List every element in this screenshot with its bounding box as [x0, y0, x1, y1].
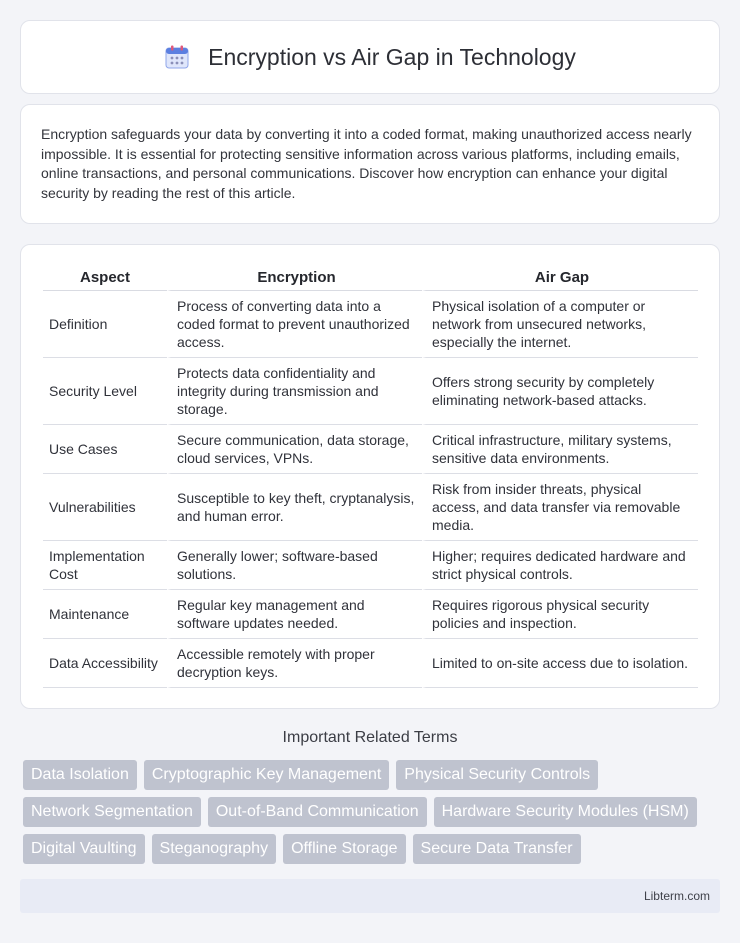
cell-aspect: Maintenance: [43, 590, 167, 639]
tag-cryptographic-key-management[interactable]: Cryptographic Key Management: [144, 760, 389, 790]
intro-text: Encryption safeguards your data by converting it into a coded format, making unauthorized access nearly impossible. It is essential for protecting sensitive information across various platforms, including emails, online transactions, and personal communications. Discover how encryption can enhance your digital security by reading the rest of this article.: [41, 126, 692, 201]
cell-encryption: Process of converting data into a coded format to prevent unauthorized access.: [167, 291, 422, 358]
tag-offline-storage[interactable]: Offline Storage: [283, 834, 405, 864]
table-row: [43, 590, 698, 639]
cell-encryption: Susceptible to key theft, cryptanalysis, and human error.: [167, 474, 422, 541]
cell-aspect: Data Accessibility: [43, 639, 167, 688]
table-header-row: [43, 265, 698, 291]
comparison-card: [20, 244, 720, 709]
page-title: Encryption vs Air Gap in Technology: [208, 43, 576, 70]
cell-airgap: Requires rigorous physical security policies and inspection.: [422, 590, 698, 639]
cell-aspect: Definition: [43, 291, 167, 358]
tag-secure-data-transfer[interactable]: Secure Data Transfer: [413, 834, 581, 864]
cell-airgap: Limited to on-site access due to isolation.: [422, 639, 698, 688]
cell-encryption: Regular key management and software updates needed.: [167, 590, 422, 639]
cell-airgap: Physical isolation of a computer or network from unsecured networks, especially the internet.: [422, 291, 698, 358]
header-airgap: Air Gap: [422, 265, 698, 291]
table-row: [43, 358, 698, 425]
related-terms-list: [23, 760, 723, 864]
cell-aspect: Security Level: [43, 358, 167, 425]
table-row: [43, 541, 698, 590]
cell-aspect: Vulnerabilities: [43, 474, 167, 541]
cell-encryption: Generally lower; software-based solutions.: [167, 541, 422, 590]
calendar-icon: [164, 44, 190, 70]
comparison-table: [43, 265, 698, 688]
header-aspect: Aspect: [43, 265, 167, 291]
cell-encryption: Secure communication, data storage, cloud services, VPNs.: [167, 425, 422, 474]
tag-digital-vaulting[interactable]: Digital Vaulting: [23, 834, 145, 864]
tag-hardware-security-modules[interactable]: Hardware Security Modules (HSM): [434, 797, 697, 827]
header-encryption: Encryption: [167, 265, 422, 291]
title-card: [20, 20, 720, 94]
cell-airgap: Offers strong security by completely eliminating network-based attacks.: [422, 358, 698, 425]
tag-data-isolation[interactable]: Data Isolation: [23, 760, 137, 790]
tag-physical-security-controls[interactable]: Physical Security Controls: [396, 760, 598, 790]
cell-airgap: Higher; requires dedicated hardware and strict physical controls.: [422, 541, 698, 590]
cell-aspect: Implementation Cost: [43, 541, 167, 590]
cell-airgap: Critical infrastructure, military systems, sensitive data environments.: [422, 425, 698, 474]
footer-brand[interactable]: Libterm.com: [643, 889, 710, 903]
footer: [20, 879, 720, 913]
intro-card: [20, 104, 720, 224]
table-row: [43, 425, 698, 474]
cell-encryption: Accessible remotely with proper decryption keys.: [167, 639, 422, 688]
tag-network-segmentation[interactable]: Network Segmentation: [23, 797, 201, 827]
tag-out-of-band-communication[interactable]: Out-of-Band Communication: [208, 797, 427, 827]
table-row: [43, 474, 698, 541]
cell-airgap: Risk from insider threats, physical access, and data transfer via removable media.: [422, 474, 698, 541]
cell-encryption: Protects data confidentiality and integrity during transmission and storage.: [167, 358, 422, 425]
cell-aspect: Use Cases: [43, 425, 167, 474]
table-row: [43, 639, 698, 688]
table-row: [43, 291, 698, 358]
related-terms-title: Important Related Terms: [282, 729, 458, 746]
tag-steganography[interactable]: Steganography: [152, 834, 277, 864]
